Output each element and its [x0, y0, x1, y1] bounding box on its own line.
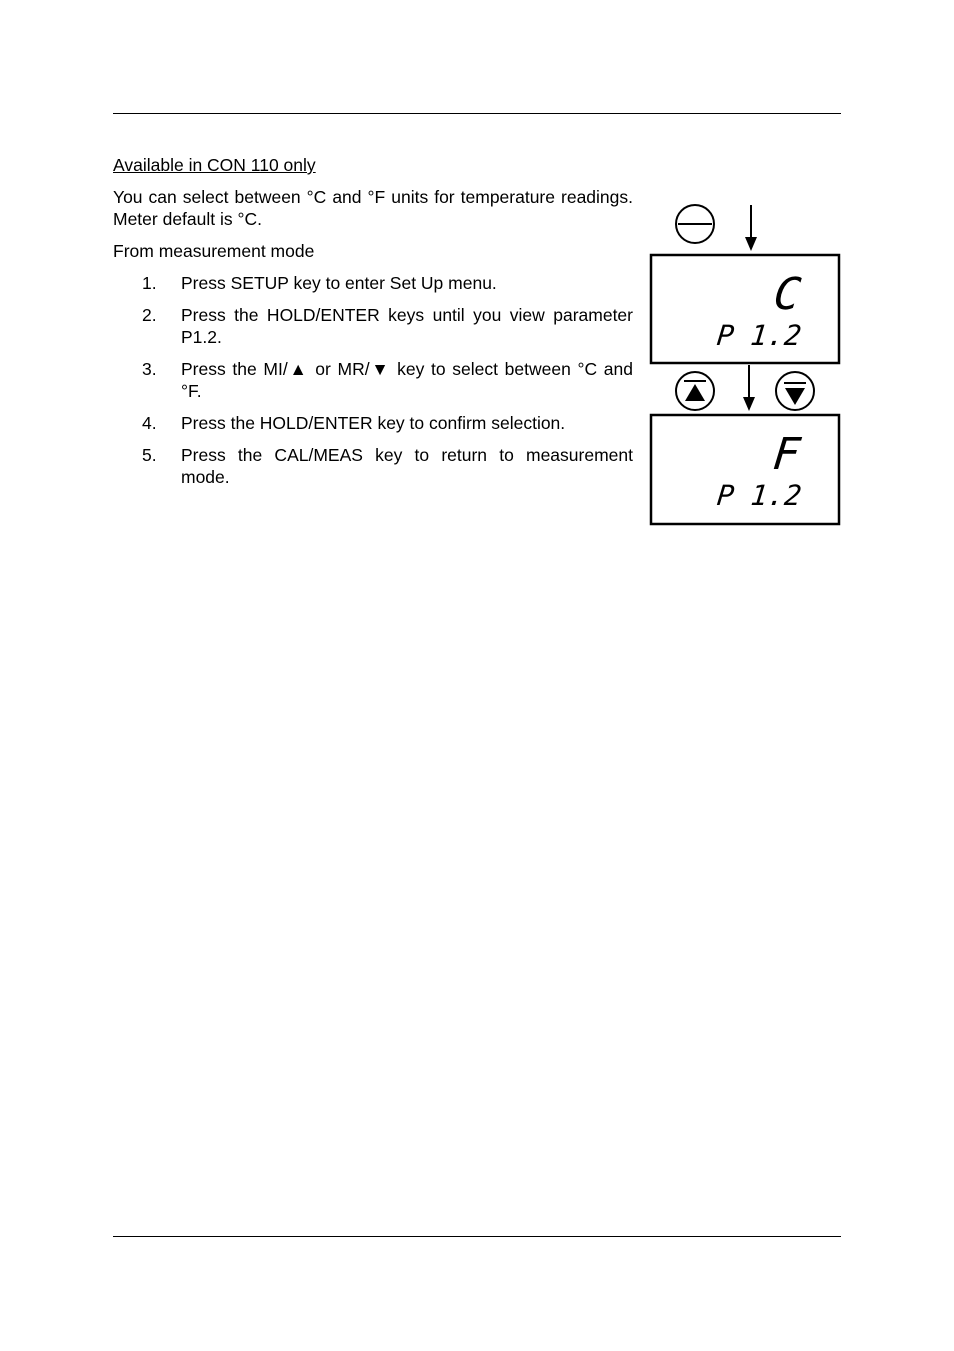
step-text: Press the HOLD/ENTER key to confirm selection. — [181, 413, 566, 433]
down-key-icon — [776, 372, 814, 410]
step-number: 4. — [142, 413, 157, 433]
step-text: Press the MI/▲ or MR/▼ key to select between °C and °F. — [181, 359, 633, 401]
step-text: Press the HOLD/ENTER keys until you view parameter P1.2. — [181, 305, 633, 347]
header-rule — [113, 113, 841, 114]
step-text: Press the CAL/MEAS key to return to measurement mode. — [181, 445, 633, 487]
lcd-main-reading: C — [771, 269, 804, 320]
lcd-display-c — [651, 255, 839, 363]
step-item — [113, 272, 633, 294]
step-item — [113, 412, 633, 434]
meter-diagram — [645, 195, 850, 535]
lcd-parameter: P 1.2 — [715, 479, 804, 512]
step-item — [113, 304, 633, 348]
step-list — [113, 272, 633, 488]
footer-rule — [113, 1236, 841, 1237]
step-number: 1. — [142, 273, 157, 293]
step-number: 2. — [142, 305, 157, 325]
step-number: 3. — [142, 359, 157, 379]
lcd-display-f — [651, 415, 839, 524]
step-number: 5. — [142, 445, 157, 465]
down-arrow-icon — [745, 205, 757, 251]
section-heading: Available in CON 110 only — [113, 155, 316, 175]
instruction-text — [113, 154, 633, 498]
down-arrow-icon — [743, 365, 755, 411]
intro-paragraph: You can select between °C and °F units for temperature readings. Meter default is °C. — [113, 187, 633, 229]
step-item — [113, 444, 633, 488]
from-mode-line: From measurement mode — [113, 241, 315, 261]
step-text: Press SETUP key to enter Set Up menu. — [181, 273, 497, 293]
lcd-parameter: P 1.2 — [715, 319, 803, 352]
lcd-main-reading: F — [770, 429, 803, 480]
step-item — [113, 358, 633, 402]
up-key-icon — [676, 372, 714, 410]
setup-key-icon — [676, 205, 714, 243]
